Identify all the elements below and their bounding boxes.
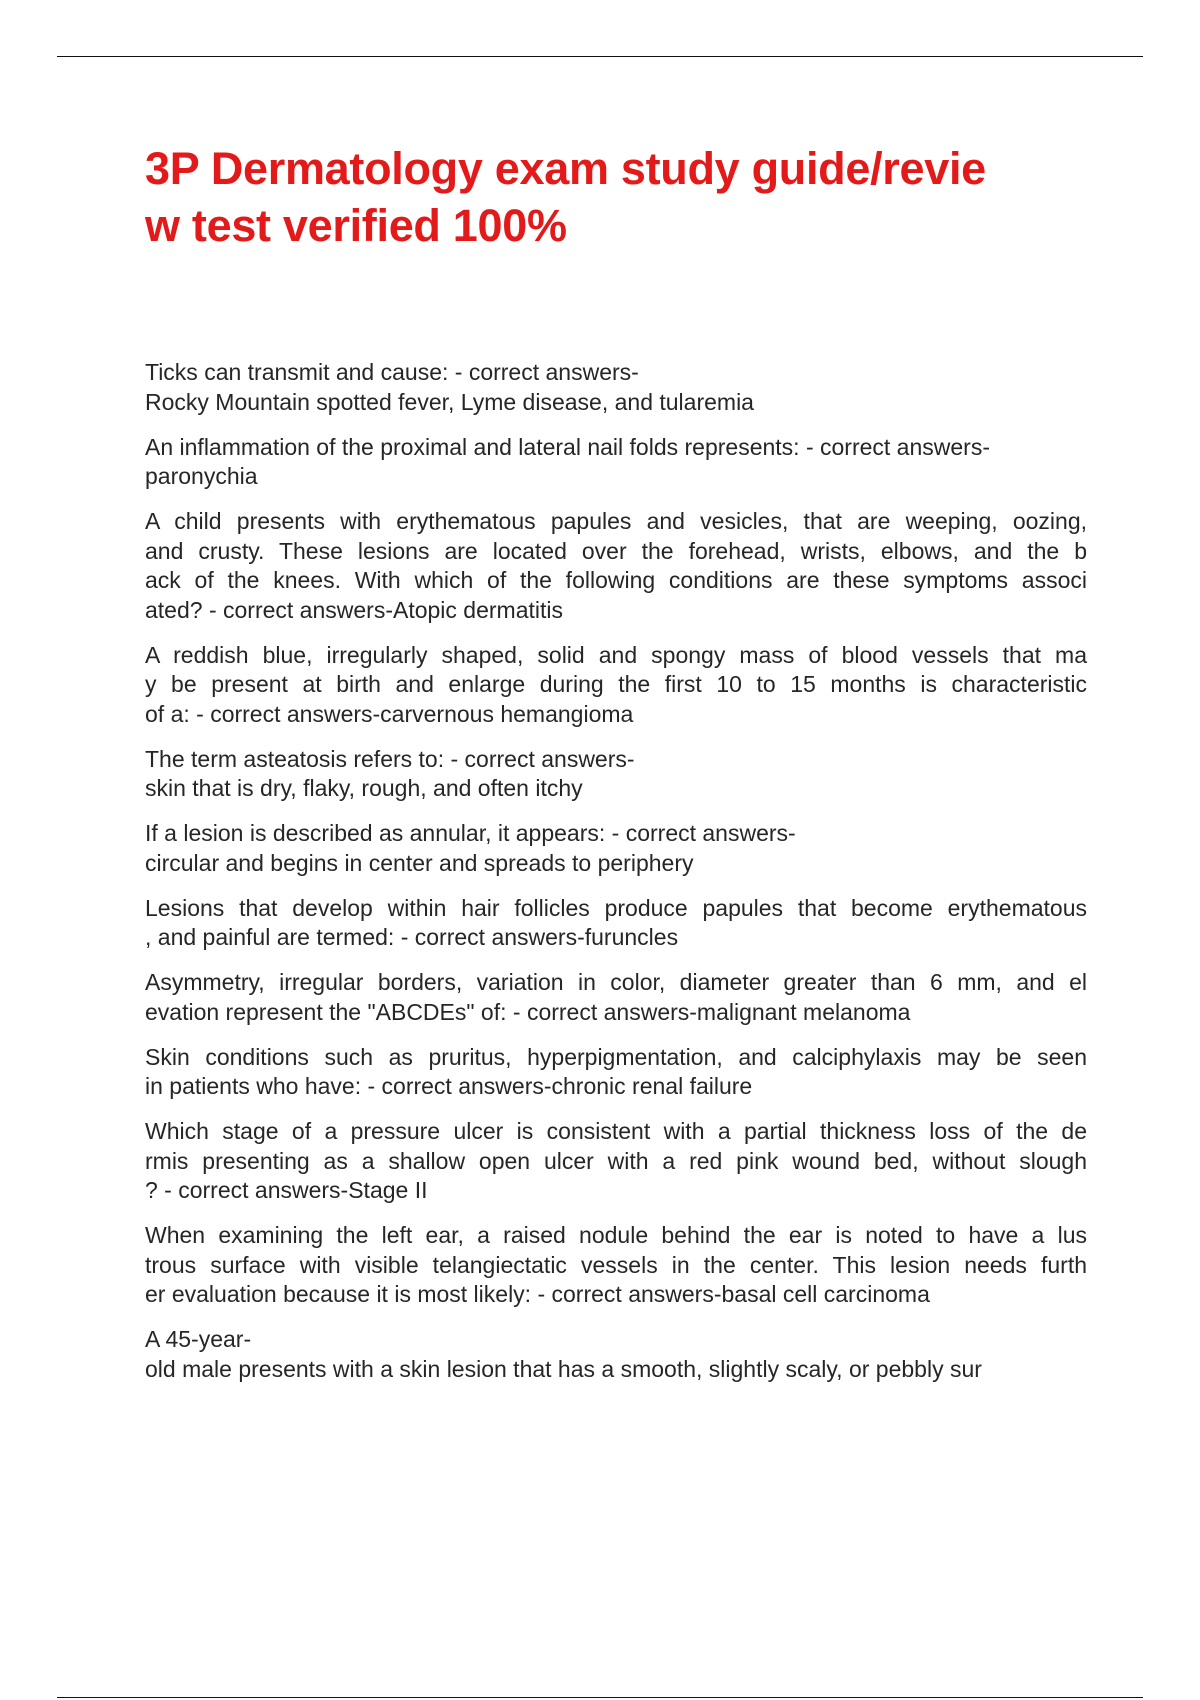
qa-line: Which stage of a pressure ulcer is consistent with a partial thickness loss of the de: [145, 1118, 1087, 1144]
qa-line: er evaluation because it is most likely: - correct answers-basal cell carcinoma: [145, 1281, 930, 1307]
qa-line: y be present at birth and enlarge during the first 10 to 15 months is characteristic: [145, 671, 1087, 697]
qa-item: [145, 1325, 1087, 1384]
qa-item: [145, 745, 1087, 804]
qa-line: Rocky Mountain spotted fever, Lyme disease, and tularemia: [145, 388, 754, 415]
bottom-rule: [57, 1697, 1143, 1698]
qa-item: [145, 968, 1087, 1027]
qa-line: skin that is dry, flaky, rough, and often itchy: [145, 775, 583, 801]
qa-item: [145, 433, 1087, 492]
qa-line: rmis presenting as a shallow open ulcer with a red pink wound bed, without slough: [145, 1147, 1087, 1174]
qa-line: ? - correct answers-Stage II: [145, 1177, 428, 1203]
qa-line: Ticks can transmit and cause: - correct answers-: [145, 359, 639, 385]
qa-line: ack of the knees. With which of the following conditions are these symptoms associ: [145, 567, 1087, 593]
document-page: [145, 140, 1087, 1400]
qa-line: A reddish blue, irregularly shaped, solid and spongy mass of blood vessels that ma: [145, 641, 1087, 668]
qa-line: and crusty. These lesions are located over the forehead, wrists, elbows, and the b: [145, 537, 1087, 564]
qa-item: [145, 1043, 1087, 1102]
qa-line: When examining the left ear, a raised nodule behind the ear is noted to have a lus: [145, 1222, 1087, 1248]
qa-line: ated? - correct answers-Atopic dermatitis: [145, 596, 563, 623]
document-title: [145, 140, 1087, 254]
qa-line: of a: - correct answers-carvernous hemangioma: [145, 700, 634, 727]
qa-line: circular and begins in center and spreads to periphery: [145, 849, 694, 876]
qa-line: A 45-year-: [145, 1326, 252, 1352]
qa-item: [145, 358, 1087, 417]
qa-line: trous surface with visible telangiectatic vessels in the center. This lesion needs furth: [145, 1251, 1087, 1278]
qa-line: Asymmetry, irregular borders, variation in color, diameter greater than 6 mm, and el: [145, 969, 1087, 995]
qa-line: , and painful are termed: - correct answers-furuncles: [145, 924, 679, 950]
qa-line: The term asteatosis refers to: - correct answers-: [145, 745, 635, 772]
qa-line: in patients who have: - correct answers-chronic renal failure: [145, 1073, 753, 1099]
qa-item: [145, 507, 1087, 625]
qa-line: evation represent the "ABCDEs" of: - correct answers-malignant melanoma: [145, 998, 911, 1025]
qa-line: Skin conditions such as pruritus, hyperpigmentation, and calciphylaxis may be seen: [145, 1043, 1087, 1070]
qa-line: paronychia: [145, 463, 258, 489]
qa-line: Lesions that develop within hair follicles produce papules that become erythematous: [145, 894, 1087, 921]
qa-line: old male presents with a skin lesion that has a smooth, slightly scaly, or pebbly sur: [145, 1355, 982, 1382]
qa-list: [145, 358, 1087, 1384]
top-rule: [57, 56, 1143, 57]
qa-item: [145, 1221, 1087, 1310]
qa-item: [145, 894, 1087, 953]
qa-line: If a lesion is described as annular, it appears: - correct answers-: [145, 820, 796, 846]
title-line: w test verified 100%: [145, 200, 567, 251]
qa-line: An inflammation of the proximal and lateral nail folds represents: - correct answers-: [145, 433, 990, 460]
title-line: 3P Dermatology exam study guide/revie: [145, 143, 986, 194]
qa-item: [145, 1117, 1087, 1206]
qa-item: [145, 641, 1087, 730]
qa-line: A child presents with erythematous papules and vesicles, that are weeping, oozing,: [145, 508, 1087, 534]
qa-item: [145, 819, 1087, 878]
